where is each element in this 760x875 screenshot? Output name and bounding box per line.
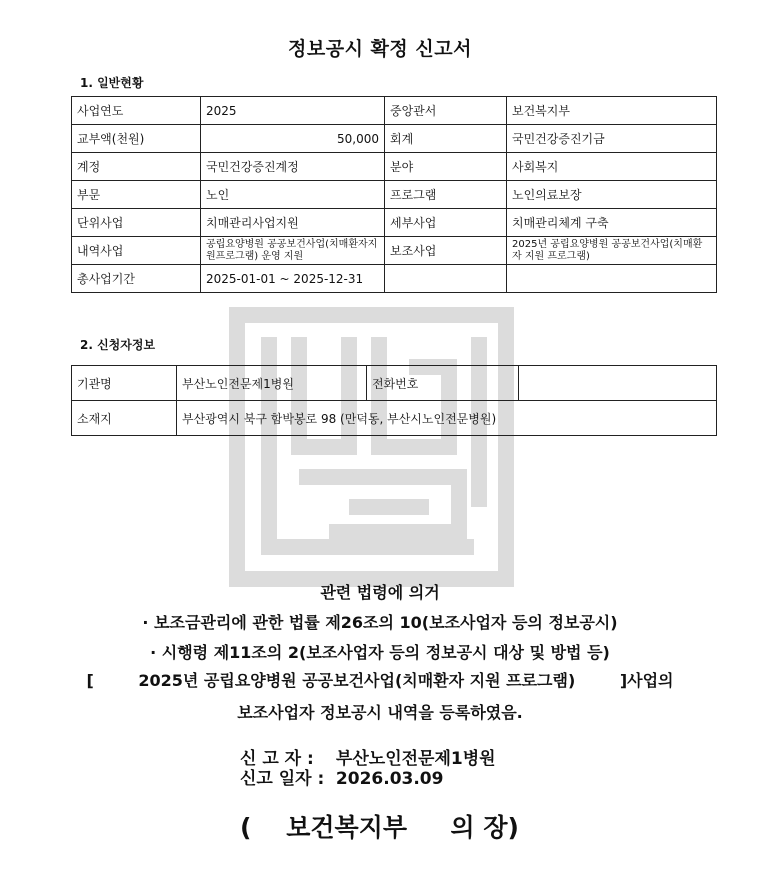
address-value: 부산광역시 북구 함박봉로 98 (만덕동, 부산시노인전문병원) [177,401,717,436]
table-cell-label: 교부액(천원) [72,125,201,153]
table-row [72,125,717,153]
table-cell-value: 2025-01-01 ~ 2025-12-31 [201,265,385,293]
general-info-table [71,96,717,293]
table-row [72,181,717,209]
declaration-line: · 보조금관리에 관한 법률 제26조의 10(보조사업자 등의 정보공시) [142,613,618,632]
table-cell-value: 2025년 공립요양병원 공공보건사업(치매환자 지원 프로그램) [507,237,717,265]
report-date-value: 2026.03.09 [335,769,444,789]
declaration-line: 보조사업자 정보공시 내역을 등록하였음. [237,703,523,722]
table-cell-value: 공립요양병원 공공보건사업(치매환자지원프로그램) 운영 지원 [201,237,385,265]
table-cell-label: 부문 [72,181,201,209]
table-cell-value: 2025 [201,97,385,125]
page-title: 정보공시 확정 신고서 [288,38,472,60]
table-cell-label: 프로그램 [385,181,507,209]
applicant-info-table [71,365,717,436]
seal-watermark-icon [229,307,514,587]
table-cell-label: 중앙관서 [385,97,507,125]
address-label: 소재지 [72,401,177,436]
table-cell-label: 계정 [72,153,201,181]
table-cell-label: 보조사업 [385,237,507,265]
agency-value: 부산노인전문제1병원 [177,366,367,401]
table-row [72,366,717,401]
recipient: ( 보건복지부 의 장) [240,813,519,842]
table-cell-value: 노인 [201,181,385,209]
reporter-value: 부산노인전문제1병원 [335,749,496,769]
phone-label: 전화번호 [367,366,519,401]
table-cell-value: 보건복지부 [507,97,717,125]
table-cell-value: 치매관리사업지원 [201,209,385,237]
table-cell-label: 세부사업 [385,209,507,237]
table-row [72,401,717,436]
table-cell-value: 사회복지 [507,153,717,181]
table-cell-value: 노인의료보장 [507,181,717,209]
table-row [72,209,717,237]
declaration-line: · 시행령 제11조의 2(보조사업자 등의 정보공시 대상 및 방법 등) [150,643,610,662]
table-cell-value: 치매관리체계 구축 [507,209,717,237]
declaration-line: 관련 법령에 의거 [320,583,440,602]
phone-value [519,366,717,401]
table-row [72,97,717,125]
report-date-label: 신고 일자 : [240,769,325,789]
table-cell-empty [507,265,717,293]
table-cell-label: 내역사업 [72,237,201,265]
table-row [72,265,717,293]
section-heading-applicant: 2. 신청자정보 [80,338,156,352]
table-cell-label: 총사업기간 [72,265,201,293]
table-cell-label: 단위사업 [72,209,201,237]
report-date-row [240,764,443,789]
table-cell-value: 국민건강증진계정 [201,153,385,181]
table-row [72,237,717,265]
table-cell-label: 사업연도 [72,97,201,125]
table-cell-value: 국민건강증진기금 [507,125,717,153]
section-heading-general: 1. 일반현황 [80,76,144,90]
table-cell-label: 회계 [385,125,507,153]
table-cell-value: 50,000 [201,125,385,153]
reporter-label: 신 고 자 : [240,749,314,769]
agency-label: 기관명 [72,366,177,401]
table-cell-empty [385,265,507,293]
declaration-line: [ 2025년 공립요양병원 공공보건사업(치매환자 지원 프로그램) ]사업의 [86,671,674,690]
table-row [72,153,717,181]
table-cell-label: 분야 [385,153,507,181]
